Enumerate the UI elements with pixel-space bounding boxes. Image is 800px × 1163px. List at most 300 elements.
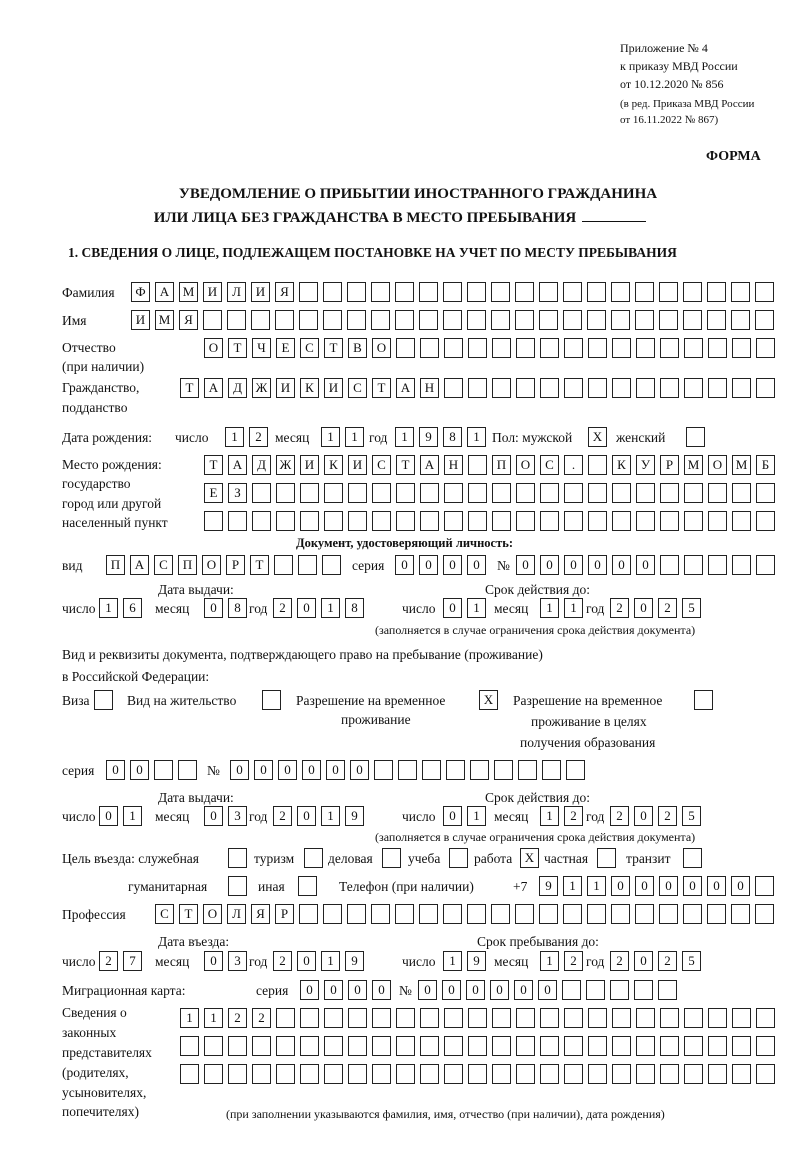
char-box-id-kind[interactable]: А — [130, 555, 149, 575]
char-box-name[interactable] — [275, 310, 294, 330]
char-box-name[interactable] — [731, 310, 750, 330]
char-box-reps-1[interactable] — [636, 1008, 655, 1028]
char-box-birth-year[interactable]: 8 — [443, 427, 462, 447]
char-box-name[interactable] — [323, 310, 342, 330]
char-box-birthplace-2[interactable] — [348, 483, 367, 503]
char-box-patronymic[interactable] — [612, 338, 631, 358]
char-box-permit-valid-year[interactable]: 2 — [658, 806, 677, 826]
char-box-reps-2[interactable] — [324, 1036, 343, 1056]
char-box-patronymic[interactable]: Т — [324, 338, 343, 358]
char-box-surname[interactable] — [659, 282, 678, 302]
char-box-name[interactable] — [395, 310, 414, 330]
char-box-citizenship[interactable] — [660, 378, 679, 398]
char-box-permit-issue-year[interactable]: 2 — [273, 806, 292, 826]
char-box-stay-month[interactable]: 1 — [540, 951, 559, 971]
char-box-birthplace-1[interactable]: У — [636, 455, 655, 475]
char-box-birthplace-2[interactable]: Е — [204, 483, 223, 503]
char-box-id-issue-year[interactable]: 0 — [297, 598, 316, 618]
char-box-reps-3[interactable] — [684, 1064, 703, 1084]
char-box-phone[interactable]: 9 — [539, 876, 558, 896]
char-box-reps-1[interactable] — [300, 1008, 319, 1028]
char-box-birthplace-2[interactable] — [276, 483, 295, 503]
char-box-reps-1[interactable] — [276, 1008, 295, 1028]
char-box-surname[interactable] — [731, 282, 750, 302]
char-box-reps-2[interactable] — [276, 1036, 295, 1056]
char-box-birthplace-1[interactable]: Ж — [276, 455, 295, 475]
char-box-reps-2[interactable] — [684, 1036, 703, 1056]
char-box-reps-2[interactable] — [540, 1036, 559, 1056]
char-box-profession[interactable] — [755, 904, 774, 924]
char-box-id-series[interactable]: 0 — [395, 555, 414, 575]
char-box-permit-number[interactable]: 0 — [278, 760, 297, 780]
char-box-birthplace-3[interactable] — [660, 511, 679, 531]
char-box-surname[interactable] — [635, 282, 654, 302]
char-box-reps-1[interactable] — [396, 1008, 415, 1028]
char-box-name[interactable] — [563, 310, 582, 330]
char-box-reps-2[interactable] — [612, 1036, 631, 1056]
char-box-birthplace-2[interactable] — [516, 483, 535, 503]
char-box-citizenship[interactable]: Т — [180, 378, 199, 398]
char-box-permit-number[interactable] — [470, 760, 489, 780]
char-box-name[interactable]: Я — [179, 310, 198, 330]
char-box-surname[interactable] — [443, 282, 462, 302]
char-box-surname[interactable] — [611, 282, 630, 302]
char-box-surname[interactable]: Ф — [131, 282, 150, 302]
char-box-id-number[interactable] — [684, 555, 703, 575]
char-box-id-kind[interactable]: П — [106, 555, 125, 575]
char-box-patronymic[interactable] — [540, 338, 559, 358]
char-box-id-number[interactable] — [756, 555, 775, 575]
char-box-permit-number[interactable] — [518, 760, 537, 780]
char-box-reps-1[interactable]: 1 — [204, 1008, 223, 1028]
char-box-surname[interactable] — [683, 282, 702, 302]
char-box-id-valid-month[interactable]: 1 — [564, 598, 583, 618]
char-box-id-number[interactable] — [660, 555, 679, 575]
char-box-reps-1[interactable] — [468, 1008, 487, 1028]
char-box-id-kind[interactable]: О — [202, 555, 221, 575]
char-box-birthplace-1[interactable]: Б — [756, 455, 775, 475]
char-box-birthplace-3[interactable] — [204, 511, 223, 531]
char-box-reps-1[interactable] — [684, 1008, 703, 1028]
char-box-phone[interactable]: 1 — [587, 876, 606, 896]
char-box-citizenship[interactable]: И — [324, 378, 343, 398]
char-box-permit-number[interactable]: 0 — [302, 760, 321, 780]
char-box-profession[interactable] — [347, 904, 366, 924]
char-box-id-kind[interactable] — [322, 555, 341, 575]
char-box-name[interactable]: И — [131, 310, 150, 330]
char-box-permit-series[interactable]: 0 — [106, 760, 125, 780]
char-box-profession[interactable] — [443, 904, 462, 924]
char-box-reps-2[interactable] — [396, 1036, 415, 1056]
char-box-name[interactable] — [707, 310, 726, 330]
char-box-citizenship[interactable] — [492, 378, 511, 398]
char-box-permit-issue-year[interactable]: 9 — [345, 806, 364, 826]
char-box-reps-2[interactable] — [564, 1036, 583, 1056]
char-box-profession[interactable] — [587, 904, 606, 924]
char-box-surname[interactable] — [299, 282, 318, 302]
char-box-surname[interactable]: А — [155, 282, 174, 302]
char-box-birthplace-2[interactable] — [588, 483, 607, 503]
char-box-profession[interactable]: Я — [251, 904, 270, 924]
char-box-reps-3[interactable] — [396, 1064, 415, 1084]
char-box-reps-3[interactable] — [708, 1064, 727, 1084]
char-box-permit-number[interactable] — [446, 760, 465, 780]
char-box-reps-2[interactable] — [348, 1036, 367, 1056]
char-box-id-number[interactable]: 0 — [588, 555, 607, 575]
char-box-id-number[interactable]: 0 — [636, 555, 655, 575]
char-box-reps-1[interactable] — [756, 1008, 775, 1028]
char-box-surname[interactable]: Я — [275, 282, 294, 302]
char-box-citizenship[interactable] — [636, 378, 655, 398]
char-box-reps-3[interactable] — [444, 1064, 463, 1084]
char-box-phone[interactable]: 0 — [683, 876, 702, 896]
char-box-id-kind[interactable]: С — [154, 555, 173, 575]
char-box-patronymic[interactable] — [732, 338, 751, 358]
char-box-permit-valid-month[interactable]: 1 — [540, 806, 559, 826]
char-box-profession[interactable]: С — [155, 904, 174, 924]
char-box-citizenship[interactable] — [516, 378, 535, 398]
char-box-mc-number[interactable]: 0 — [490, 980, 509, 1000]
checkbox-purpose-private[interactable] — [597, 848, 616, 868]
char-box-reps-1[interactable] — [348, 1008, 367, 1028]
char-box-id-valid-year[interactable]: 0 — [634, 598, 653, 618]
char-box-reps-2[interactable] — [444, 1036, 463, 1056]
char-box-patronymic[interactable]: Т — [228, 338, 247, 358]
char-box-id-number[interactable]: 0 — [540, 555, 559, 575]
char-box-profession[interactable] — [707, 904, 726, 924]
char-box-surname[interactable] — [347, 282, 366, 302]
char-box-profession[interactable] — [323, 904, 342, 924]
char-box-entry-month[interactable]: 3 — [228, 951, 247, 971]
checkbox-purpose-other[interactable] — [298, 876, 317, 896]
char-box-id-kind[interactable] — [298, 555, 317, 575]
char-box-reps-1[interactable] — [492, 1008, 511, 1028]
char-box-permit-number[interactable]: 0 — [326, 760, 345, 780]
char-box-reps-2[interactable] — [300, 1036, 319, 1056]
char-box-birthplace-2[interactable] — [300, 483, 319, 503]
char-box-reps-1[interactable] — [708, 1008, 727, 1028]
char-box-birthplace-1[interactable]: М — [732, 455, 751, 475]
checkbox-purpose-official[interactable] — [228, 848, 247, 868]
char-box-birthplace-1[interactable]: П — [492, 455, 511, 475]
char-box-birthplace-3[interactable] — [444, 511, 463, 531]
char-box-name[interactable] — [587, 310, 606, 330]
char-box-reps-2[interactable] — [252, 1036, 271, 1056]
char-box-permit-issue-month[interactable]: 3 — [228, 806, 247, 826]
char-box-permit-issue-month[interactable]: 0 — [204, 806, 223, 826]
char-box-reps-3[interactable] — [540, 1064, 559, 1084]
char-box-patronymic[interactable] — [708, 338, 727, 358]
char-box-id-issue-month[interactable]: 0 — [204, 598, 223, 618]
char-box-name[interactable] — [227, 310, 246, 330]
checkbox-permit-edu[interactable] — [694, 690, 713, 710]
char-box-patronymic[interactable] — [468, 338, 487, 358]
char-box-birthplace-1[interactable] — [588, 455, 607, 475]
char-box-name[interactable] — [635, 310, 654, 330]
char-box-name[interactable] — [347, 310, 366, 330]
char-box-reps-2[interactable] — [588, 1036, 607, 1056]
char-box-birth-day[interactable]: 1 — [225, 427, 244, 447]
char-box-name[interactable] — [659, 310, 678, 330]
char-box-permit-number[interactable] — [374, 760, 393, 780]
char-box-reps-3[interactable] — [660, 1064, 679, 1084]
char-box-permit-valid-month[interactable]: 2 — [564, 806, 583, 826]
char-box-reps-3[interactable] — [180, 1064, 199, 1084]
char-box-birthplace-3[interactable] — [468, 511, 487, 531]
char-box-surname[interactable]: М — [179, 282, 198, 302]
char-box-birthplace-2[interactable] — [540, 483, 559, 503]
char-box-permit-valid-year[interactable]: 0 — [634, 806, 653, 826]
char-box-name[interactable] — [299, 310, 318, 330]
char-box-birth-year[interactable]: 1 — [395, 427, 414, 447]
char-box-reps-2[interactable] — [756, 1036, 775, 1056]
char-box-patronymic[interactable] — [492, 338, 511, 358]
char-box-name[interactable] — [419, 310, 438, 330]
char-box-id-kind[interactable]: П — [178, 555, 197, 575]
char-box-citizenship[interactable]: К — [300, 378, 319, 398]
char-box-citizenship[interactable]: Ж — [252, 378, 271, 398]
char-box-birthplace-1[interactable]: И — [348, 455, 367, 475]
char-box-mc-number[interactable]: 0 — [418, 980, 437, 1000]
char-box-reps-1[interactable] — [732, 1008, 751, 1028]
char-box-mc-number[interactable] — [562, 980, 581, 1000]
char-box-birth-month[interactable]: 1 — [345, 427, 364, 447]
char-box-profession[interactable]: Л — [227, 904, 246, 924]
char-box-mc-series[interactable]: 0 — [348, 980, 367, 1000]
char-box-reps-1[interactable] — [420, 1008, 439, 1028]
char-box-profession[interactable] — [467, 904, 486, 924]
char-box-patronymic[interactable] — [516, 338, 535, 358]
char-box-birthplace-3[interactable] — [588, 511, 607, 531]
char-box-id-issue-year[interactable]: 1 — [321, 598, 340, 618]
char-box-reps-1[interactable] — [564, 1008, 583, 1028]
char-box-id-valid-year[interactable]: 2 — [658, 598, 677, 618]
char-box-patronymic[interactable] — [564, 338, 583, 358]
char-box-birthplace-1[interactable]: С — [540, 455, 559, 475]
char-box-citizenship[interactable]: А — [204, 378, 223, 398]
char-box-phone[interactable]: 0 — [707, 876, 726, 896]
char-box-birthplace-3[interactable] — [372, 511, 391, 531]
char-box-birthplace-3[interactable] — [684, 511, 703, 531]
char-box-reps-1[interactable]: 2 — [228, 1008, 247, 1028]
char-box-birthplace-2[interactable] — [660, 483, 679, 503]
char-box-id-issue-month[interactable]: 8 — [228, 598, 247, 618]
char-box-reps-2[interactable] — [228, 1036, 247, 1056]
checkbox-purpose-transit[interactable] — [683, 848, 702, 868]
char-box-birthplace-2[interactable] — [756, 483, 775, 503]
char-box-citizenship[interactable] — [588, 378, 607, 398]
char-box-permit-series[interactable] — [154, 760, 173, 780]
char-box-profession[interactable] — [659, 904, 678, 924]
char-box-permit-series[interactable] — [178, 760, 197, 780]
char-box-permit-number[interactable]: 0 — [350, 760, 369, 780]
char-box-birthplace-3[interactable] — [348, 511, 367, 531]
char-box-mc-number[interactable]: 0 — [514, 980, 533, 1000]
char-box-reps-1[interactable]: 1 — [180, 1008, 199, 1028]
char-box-surname[interactable] — [395, 282, 414, 302]
char-box-profession[interactable] — [491, 904, 510, 924]
char-box-profession[interactable] — [563, 904, 582, 924]
char-box-reps-3[interactable] — [732, 1064, 751, 1084]
char-box-entry-year[interactable]: 2 — [273, 951, 292, 971]
char-box-citizenship[interactable]: Д — [228, 378, 247, 398]
char-box-reps-3[interactable] — [372, 1064, 391, 1084]
char-box-name[interactable] — [491, 310, 510, 330]
char-box-profession[interactable] — [683, 904, 702, 924]
checkbox-purpose-business[interactable] — [382, 848, 401, 868]
char-box-patronymic[interactable] — [756, 338, 775, 358]
char-box-birthplace-3[interactable] — [252, 511, 271, 531]
char-box-birthplace-1[interactable]: Т — [396, 455, 415, 475]
char-box-surname[interactable] — [491, 282, 510, 302]
char-box-permit-valid-day[interactable]: 1 — [467, 806, 486, 826]
char-box-phone[interactable]: 0 — [635, 876, 654, 896]
char-box-surname[interactable] — [755, 282, 774, 302]
char-box-phone[interactable] — [755, 876, 774, 896]
char-box-patronymic[interactable] — [588, 338, 607, 358]
char-box-birthplace-3[interactable] — [540, 511, 559, 531]
char-box-mc-number[interactable] — [586, 980, 605, 1000]
char-box-reps-1[interactable]: 2 — [252, 1008, 271, 1028]
char-box-patronymic[interactable]: Е — [276, 338, 295, 358]
char-box-reps-2[interactable] — [372, 1036, 391, 1056]
char-box-stay-year[interactable]: 2 — [658, 951, 677, 971]
char-box-permit-issue-day[interactable]: 0 — [99, 806, 118, 826]
char-box-id-valid-year[interactable]: 5 — [682, 598, 701, 618]
char-box-patronymic[interactable]: Ч — [252, 338, 271, 358]
char-box-profession[interactable] — [611, 904, 630, 924]
checkbox-purpose-humanitarian[interactable] — [228, 876, 247, 896]
char-box-reps-2[interactable] — [636, 1036, 655, 1056]
char-box-surname[interactable] — [587, 282, 606, 302]
char-box-id-issue-day[interactable]: 1 — [99, 598, 118, 618]
char-box-birthplace-3[interactable] — [228, 511, 247, 531]
char-box-profession[interactable] — [299, 904, 318, 924]
char-box-reps-2[interactable] — [420, 1036, 439, 1056]
char-box-mc-series[interactable]: 0 — [300, 980, 319, 1000]
char-box-birthplace-2[interactable] — [612, 483, 631, 503]
char-box-permit-valid-day[interactable]: 0 — [443, 806, 462, 826]
char-box-id-valid-day[interactable]: 0 — [443, 598, 462, 618]
char-box-patronymic[interactable] — [636, 338, 655, 358]
char-box-birthplace-2[interactable] — [396, 483, 415, 503]
char-box-id-issue-year[interactable]: 8 — [345, 598, 364, 618]
char-box-reps-3[interactable] — [756, 1064, 775, 1084]
char-box-id-valid-day[interactable]: 1 — [467, 598, 486, 618]
char-box-name[interactable] — [203, 310, 222, 330]
checkbox-sex-female[interactable] — [686, 427, 705, 447]
char-box-birth-year[interactable]: 1 — [467, 427, 486, 447]
checkbox-purpose-study[interactable] — [449, 848, 468, 868]
char-box-birthplace-2[interactable] — [492, 483, 511, 503]
char-box-entry-day[interactable]: 2 — [99, 951, 118, 971]
char-box-permit-number[interactable] — [542, 760, 561, 780]
char-box-reps-2[interactable] — [204, 1036, 223, 1056]
char-box-birth-day[interactable]: 2 — [249, 427, 268, 447]
char-box-mc-number[interactable] — [634, 980, 653, 1000]
char-box-name[interactable] — [443, 310, 462, 330]
char-box-entry-year[interactable]: 0 — [297, 951, 316, 971]
char-box-reps-1[interactable] — [444, 1008, 463, 1028]
checkbox-permit-residence[interactable] — [262, 690, 281, 710]
char-box-patronymic[interactable] — [396, 338, 415, 358]
char-box-profession[interactable]: Т — [179, 904, 198, 924]
char-box-reps-3[interactable] — [228, 1064, 247, 1084]
char-box-citizenship[interactable] — [756, 378, 775, 398]
char-box-profession[interactable] — [371, 904, 390, 924]
char-box-stay-month[interactable]: 2 — [564, 951, 583, 971]
char-box-permit-number[interactable] — [566, 760, 585, 780]
char-box-surname[interactable] — [539, 282, 558, 302]
char-box-birthplace-3[interactable] — [276, 511, 295, 531]
char-box-birthplace-1[interactable]: О — [516, 455, 535, 475]
char-box-reps-3[interactable] — [492, 1064, 511, 1084]
char-box-reps-1[interactable] — [324, 1008, 343, 1028]
char-box-permit-number[interactable]: 0 — [230, 760, 249, 780]
char-box-patronymic[interactable]: О — [372, 338, 391, 358]
char-box-birthplace-2[interactable] — [564, 483, 583, 503]
char-box-birthplace-1[interactable]: Т — [204, 455, 223, 475]
char-box-surname[interactable] — [707, 282, 726, 302]
char-box-profession[interactable] — [539, 904, 558, 924]
char-box-name[interactable]: М — [155, 310, 174, 330]
char-box-mc-series[interactable]: 0 — [372, 980, 391, 1000]
char-box-surname[interactable]: И — [203, 282, 222, 302]
char-box-birthplace-2[interactable]: З — [228, 483, 247, 503]
char-box-entry-year[interactable]: 9 — [345, 951, 364, 971]
char-box-reps-1[interactable] — [588, 1008, 607, 1028]
char-box-birthplace-1[interactable]: А — [228, 455, 247, 475]
char-box-citizenship[interactable]: И — [276, 378, 295, 398]
char-box-profession[interactable] — [731, 904, 750, 924]
char-box-name[interactable] — [467, 310, 486, 330]
char-box-entry-year[interactable]: 1 — [321, 951, 340, 971]
char-box-permit-issue-year[interactable]: 0 — [297, 806, 316, 826]
char-box-stay-year[interactable]: 2 — [610, 951, 629, 971]
char-box-reps-3[interactable] — [420, 1064, 439, 1084]
checkbox-purpose-work[interactable]: X — [520, 848, 539, 868]
char-box-birthplace-2[interactable] — [708, 483, 727, 503]
char-box-permit-number[interactable] — [494, 760, 513, 780]
char-box-citizenship[interactable] — [468, 378, 487, 398]
char-box-patronymic[interactable] — [420, 338, 439, 358]
char-box-citizenship[interactable] — [684, 378, 703, 398]
char-box-birth-year[interactable]: 9 — [419, 427, 438, 447]
char-box-birthplace-3[interactable] — [612, 511, 631, 531]
char-box-birthplace-2[interactable] — [732, 483, 751, 503]
char-box-phone[interactable]: 0 — [731, 876, 750, 896]
char-box-permit-issue-year[interactable]: 1 — [321, 806, 340, 826]
char-box-citizenship[interactable] — [708, 378, 727, 398]
char-box-id-series[interactable]: 0 — [467, 555, 486, 575]
char-box-birthplace-1[interactable]: С — [372, 455, 391, 475]
char-box-citizenship[interactable] — [444, 378, 463, 398]
char-box-stay-year[interactable]: 0 — [634, 951, 653, 971]
char-box-citizenship[interactable] — [612, 378, 631, 398]
char-box-patronymic[interactable]: О — [204, 338, 223, 358]
char-box-id-series[interactable]: 0 — [419, 555, 438, 575]
char-box-id-number[interactable]: 0 — [612, 555, 631, 575]
char-box-birthplace-3[interactable] — [300, 511, 319, 531]
char-box-birthplace-2[interactable] — [444, 483, 463, 503]
char-box-id-issue-year[interactable]: 2 — [273, 598, 292, 618]
char-box-birthplace-3[interactable] — [708, 511, 727, 531]
char-box-name[interactable] — [539, 310, 558, 330]
char-box-birth-month[interactable]: 1 — [321, 427, 340, 447]
char-box-surname[interactable]: Л — [227, 282, 246, 302]
char-box-permit-number[interactable] — [398, 760, 417, 780]
char-box-profession[interactable] — [635, 904, 654, 924]
